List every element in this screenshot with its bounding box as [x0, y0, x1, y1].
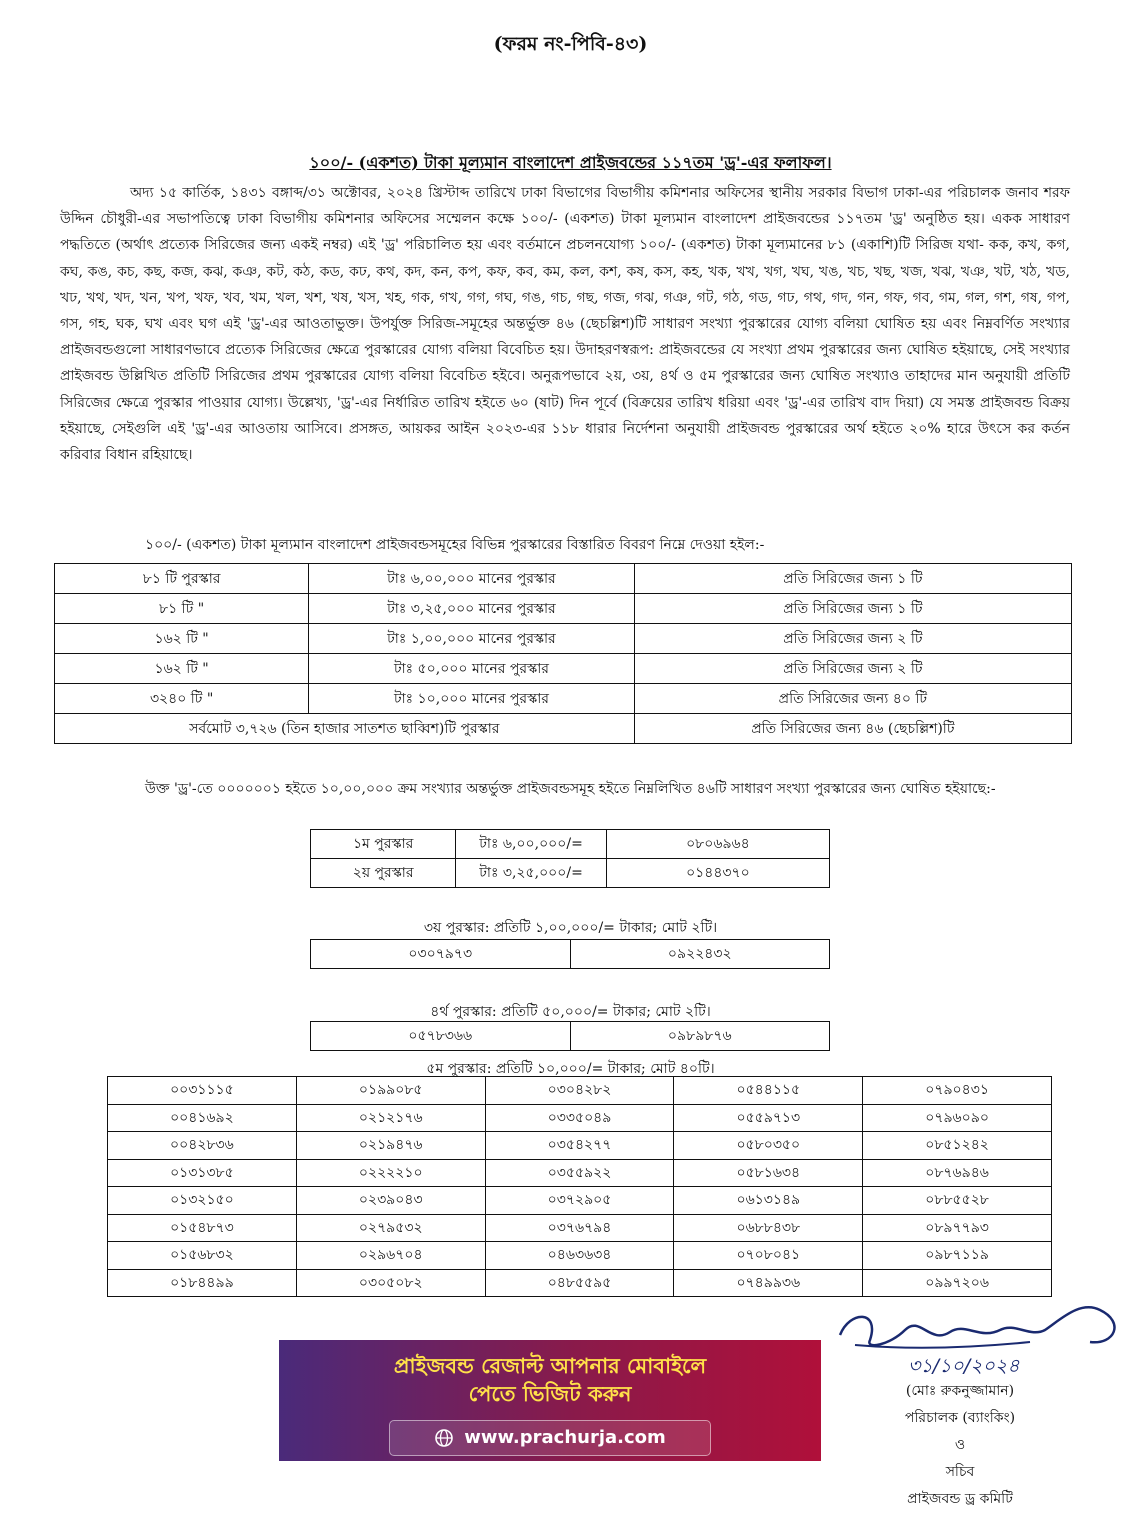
winning-number: ০২৩৯০৪৩: [296, 1187, 485, 1215]
winning-number: ০৩৫৪২৭৭: [485, 1132, 674, 1160]
signatory-name: (মোঃ রুকনুজ্জামান): [905, 1383, 1015, 1399]
form-number: (ফরম নং-পিবি-৪৩): [493, 33, 648, 55]
winning-number: ০০৪২৮৩৬: [108, 1132, 297, 1160]
winning-number: ০১৪৪৩৭০: [606, 859, 829, 888]
winning-number: ০৮৫১২৪২: [863, 1132, 1052, 1160]
winning-number: ০৩৫৫৯২২: [485, 1159, 674, 1187]
winning-number: ০১৫৪৮৭৩: [108, 1214, 297, 1242]
table-row: [108, 1242, 1052, 1270]
third-prize-caption: ৩য় পুরস্কার: প্রতিটি ১,০০,০০০/= টাকার; মোট ২টি।: [423, 920, 718, 936]
table-row: [55, 654, 1072, 684]
signatory-committee: প্রাইজবন্ড ড্র কমিটি: [907, 1491, 1013, 1507]
winning-number: ০৫৫৯৭১৩: [674, 1104, 863, 1132]
prize-value: টাঃ ১,০০,০০০ মানের পুরস্কার: [309, 624, 634, 654]
signatory-designation: পরিচালক (ব্যাংকিং): [904, 1410, 1016, 1426]
total-prizes: সর্বমোট ৩,৭২৬ (তিন হাজার সাতশত ছাব্বিশ)টি পুরস্কার: [55, 714, 635, 744]
winning-number: ০২৯৬৭০৪: [296, 1242, 485, 1270]
prize-amount: টাঃ ৩,২৫,০০০/=: [456, 859, 607, 888]
winning-number: ০৬৮৮৪৩৮: [674, 1214, 863, 1242]
winning-number: ০৮৭৬৯৪৬: [863, 1159, 1052, 1187]
winning-number: ০৫৪৪১১৫: [674, 1077, 863, 1105]
winning-number: ০৬১৩১৪৯: [674, 1187, 863, 1215]
document-title: ১০০/- (একশত) টাকা মূল্যমান বাংলাদেশ প্রাইজবন্ডের ১১৭তম 'ড্র'-এর ফলাফল।: [309, 153, 832, 172]
announcement-paragraph: উক্ত 'ড্র'-তে ০০০০০০১ হইতে ১০,০০,০০০ ক্রম সংখ্যার অন্তর্ভুক্ত প্রাইজবন্ডসমূহ হইতে নিম্নলিখিত ৪৬টি সাধারণ সংখ্যা পুরস্কারের জন্য ঘোষিত হইয়াছে:-: [145, 781, 996, 797]
per-series: প্রতি সিরিজের জন্য ১ টি: [634, 564, 1071, 594]
table-row: [108, 1159, 1052, 1187]
prize-label: ২য় পুরস্কার: [311, 859, 456, 888]
signatory-block: [870, 1378, 1050, 1513]
ad-url: www.prachurja.com: [464, 1427, 666, 1448]
ad-banner[interactable]: [279, 1340, 821, 1461]
intro-paragraph: অদ্য ১৫ কার্তিক, ১৪৩১ বঙ্গাব্দ/৩১ অক্টোবর, ২০২৪ খ্রিস্টাব্দ তারিখে ঢাকা বিভাগের বিভাগীয় কমিশনার অফিসের স্থানীয় সরকার বিভাগ ঢাকা-এর পরিচালক জনাব শরফ উদ্দিন চৌধুরী-এর সভাপতিত্বে ঢাকা বিভাগীয় কমিশনার অফিসের সম্মেলন কক্ষে ১০০/- (একশত) টাকা মূল্যমান বাংলাদেশ প্রাইজবন্ডের ১১৭তম 'ড্র' অনুষ্ঠিত হয়। একক সাধারণ পদ্ধতিতে (অর্থাৎ প্রত্যেক সিরিজের জন্য একই নম্বর) এই 'ড্র' পরিচালিত হয় এবং বর্তমানে প্রচলনযোগ্য ১০০/- (একশত) টাকা মূল্যমানের ৮১ (একাশি)টি সিরিজ যথা- কক, কখ, কগ, কঘ, কঙ, কচ, কছ, কজ, কঝ, কঞ, কট, কঠ, কড, কঢ, কথ, কদ, কন, কপ, কফ, কব, কম, কল, কশ, কষ, কস, কহ, খক, খখ, খগ, খঘ, খঙ, খচ, খছ, খজ, খঝ, খঞ, খট, খঠ, খড, খঢ, খথ, খদ, খন, খপ, খফ, খব, খম, খল, খশ, খষ, খস, খহ, গক, গখ, গগ, গঘ, গঙ, গচ, গছ, গজ, গঝ, গঞ, গট, গঠ, গড, গঢ, গথ, গদ, গন, গফ, গব, গম, গল, গশ, গষ, গপ, গস, গহ, ঘক, ঘখ এবং ঘগ এই 'ড্র'-এর আওতাভুক্ত। উপর্যুক্ত সিরিজ-সমূহের অন্তর্ভুক্ত ৪৬ (ছেচল্লিশ)টি সাধারণ সংখ্যা পুরস্কারের যোগ্য বলিয়া ঘোষিত হয় এবং নিম্নবর্ণিত সংখ্যার প্রাইজবন্ডগুলো সাধারণভাবে প্রত্যেক সিরিজের ক্ষেত্রে পুরস্কারের যোগ্য বলিয়া বিবেচিত হয়। উদাহরণস্বরূপ: প্রাইজবন্ডের যে সংখ্যা প্রথম পুরস্কারের জন্য ঘোষিত হইয়াছে, সেই সংখ্যার প্রাইজবন্ড উল্লিখিত প্রতিটি সিরিজের প্রথম পুরস্কারের যোগ্য বলিয়া বিবেচিত হইবে। অনুরূপভাবে ২য়, ৩য়, ৪র্থ ও ৫ম পুরস্কারের জন্য ঘোষিত সংখ্যাও তাহাদের মান অনুযায়ী প্রতিটি সিরিজের ক্ষেত্রে পুরস্কার পাওয়ার যোগ্য। উল্লেখ্য, 'ড্র'-এর নির্ধারিত তারিখ হইতে ৬০ (ষাট) দিন পূর্বে (বিক্রয়ের তারিখ ধরিয়া এবং 'ড্র'-এর তারিখ বাদ দিয়া) যে সমস্ত প্রাইজবন্ড বিক্রয় হইয়াছে, সেইগুলি এই 'ড্র'-এর আওতায় আসিবে। প্রসঙ্গত, আয়কর আইন ২০২৩-এর ১১৮ ধারার নির্দেশনা অনুযায়ী প্রাইজবন্ড পুরস্কারের অর্থ হইতে ২০% হারে উৎসে কর কর্তন করিবার বিধান রহিয়াছে।: [60, 185, 1071, 464]
winning-number: ০৯৮৯৮৭৬: [570, 1022, 830, 1051]
winning-number: ০০৩১১১৫: [108, 1077, 297, 1105]
winning-number: ০১৩২১৫০: [108, 1187, 297, 1215]
fourth-prize-table: [310, 1021, 830, 1051]
prize-value: টাঃ ১০,০০০ মানের পুরস্কার: [309, 684, 634, 714]
signature-date: ৩১/১০/২০২৪: [908, 1355, 1020, 1377]
table-row: [55, 624, 1072, 654]
winning-number: ০১৩১৩৮৫: [108, 1159, 297, 1187]
ad-text: [279, 1352, 821, 1408]
winning-number: ০৩৭২৯০৫: [485, 1187, 674, 1215]
winning-number: ০৯৯৭২০৬: [863, 1269, 1052, 1297]
first-second-prize-table: [310, 829, 830, 888]
winning-number: ০৯২২৪৩২: [570, 940, 830, 969]
total-per-series: প্রতি সিরিজের জন্য ৪৬ (ছেচল্লিশ)টি: [634, 714, 1071, 744]
table-row: [311, 830, 830, 859]
winning-number: ০২১২১৭৬: [296, 1104, 485, 1132]
prize-value: টাঃ ৬,০০,০০০ মানের পুরস্কার: [309, 564, 634, 594]
winning-number: ০৪৮৫৫৯৫: [485, 1269, 674, 1297]
winning-number: ০২৭৯৫৩২: [296, 1214, 485, 1242]
fifth-prize-caption: ৫ম পুরস্কার: প্রতিটি ১০,০০০/= টাকার; মোট ৪০টি।: [426, 1061, 715, 1077]
table-row: [108, 1187, 1052, 1215]
table-row: [108, 1132, 1052, 1160]
winning-number: ০৫৭৮৩৬৬: [311, 1022, 571, 1051]
winning-number: ০২১৯৪৭৬: [296, 1132, 485, 1160]
winning-number: ০৩০৫০৮২: [296, 1269, 485, 1297]
winning-number: ০৭৯০৪৩১: [863, 1077, 1052, 1105]
table-row: [311, 940, 830, 969]
winning-number: ০৫৮০৩৫০: [674, 1132, 863, 1160]
prize-amount: টাঃ ৬,০০,০০০/=: [456, 830, 607, 859]
winning-number: ০৯৮৭১১৯: [863, 1242, 1052, 1270]
winning-number: ০১৫৬৮৩২: [108, 1242, 297, 1270]
winning-number: ০৪৬৩৬৩৪: [485, 1242, 674, 1270]
prize-count: ৮১ টি পুরস্কার: [55, 564, 309, 594]
winning-number: ০৫৮১৬৩৪: [674, 1159, 863, 1187]
winning-number: ০৩৭৬৭৯৪: [485, 1214, 674, 1242]
per-series: প্রতি সিরিজের জন্য ৪০ টি: [634, 684, 1071, 714]
winning-number: ০৮০৬৯৬৪: [606, 830, 829, 859]
table-row: [311, 859, 830, 888]
ad-line-1: প্রাইজবন্ড রেজাল্ট আপনার মোবাইলে: [393, 1354, 707, 1378]
ad-link[interactable]: [389, 1420, 711, 1456]
winning-number: ০৭০৮০৪১: [674, 1242, 863, 1270]
winning-number: ০৩০৪২৮২: [485, 1077, 674, 1105]
winning-number: ০৭৪৯৯৩৬: [674, 1269, 863, 1297]
prize-label: ১ম পুরস্কার: [311, 830, 456, 859]
table-row: [55, 684, 1072, 714]
signatory-conjunction: ও: [954, 1437, 966, 1453]
prize-summary-table: [54, 563, 1072, 744]
ad-line-2: পেতে ভিজিট করুন: [468, 1382, 632, 1406]
fourth-prize-caption: ৪র্থ পুরস্কার: প্রতিটি ৫০,০০০/= টাকার; মোট ২টি।: [430, 1004, 711, 1020]
table-row: [55, 564, 1072, 594]
winning-number: ০৩০৭৯৭৩: [311, 940, 571, 969]
winning-number: ০৩৩৫০৪৯: [485, 1104, 674, 1132]
third-prize-table: [310, 939, 830, 969]
winning-number: ০৭৯৬০৯০: [863, 1104, 1052, 1132]
prize-value: টাঃ ৫০,০০০ মানের পুরস্কার: [309, 654, 634, 684]
winning-number: ০০৪১৬৯২: [108, 1104, 297, 1132]
prize-value: টাঃ ৩,২৫,০০০ মানের পুরস্কার: [309, 594, 634, 624]
table-row: [311, 1022, 830, 1051]
prize-count: ১৬২ টি ": [55, 624, 309, 654]
winning-number: ০২২২২১০: [296, 1159, 485, 1187]
globe-icon: [434, 1428, 454, 1448]
table-total-row: [55, 714, 1072, 744]
table-row: [108, 1104, 1052, 1132]
winning-number: ০১৯৯০৮৫: [296, 1077, 485, 1105]
prize-count: ১৬২ টি ": [55, 654, 309, 684]
prize-count: ৩২৪০ টি ": [55, 684, 309, 714]
per-series: প্রতি সিরিজের জন্য ২ টি: [634, 624, 1071, 654]
table-row: [55, 594, 1072, 624]
fifth-prize-table: [107, 1076, 1052, 1297]
table-row: [108, 1214, 1052, 1242]
per-series: প্রতি সিরিজের জন্য ২ টি: [634, 654, 1071, 684]
winning-number: ০৮৮৫৫২৮: [863, 1187, 1052, 1215]
winning-number: ০১৮৪৪৯৯: [108, 1269, 297, 1297]
summary-caption: ১০০/- (একশত) টাকা মূল্যমান বাংলাদেশ প্রাইজবন্ডসমূহের বিভিন্ন পুরস্কারের বিস্তারিত বিবরণ নিম্নে দেওয়া হইল:-: [145, 537, 765, 553]
signatory-title: সচিব: [945, 1464, 975, 1480]
per-series: প্রতি সিরিজের জন্য ১ টি: [634, 594, 1071, 624]
table-row: [108, 1077, 1052, 1105]
winning-number: ০৮৯৭৭৯৩: [863, 1214, 1052, 1242]
prize-count: ৮১ টি ": [55, 594, 309, 624]
